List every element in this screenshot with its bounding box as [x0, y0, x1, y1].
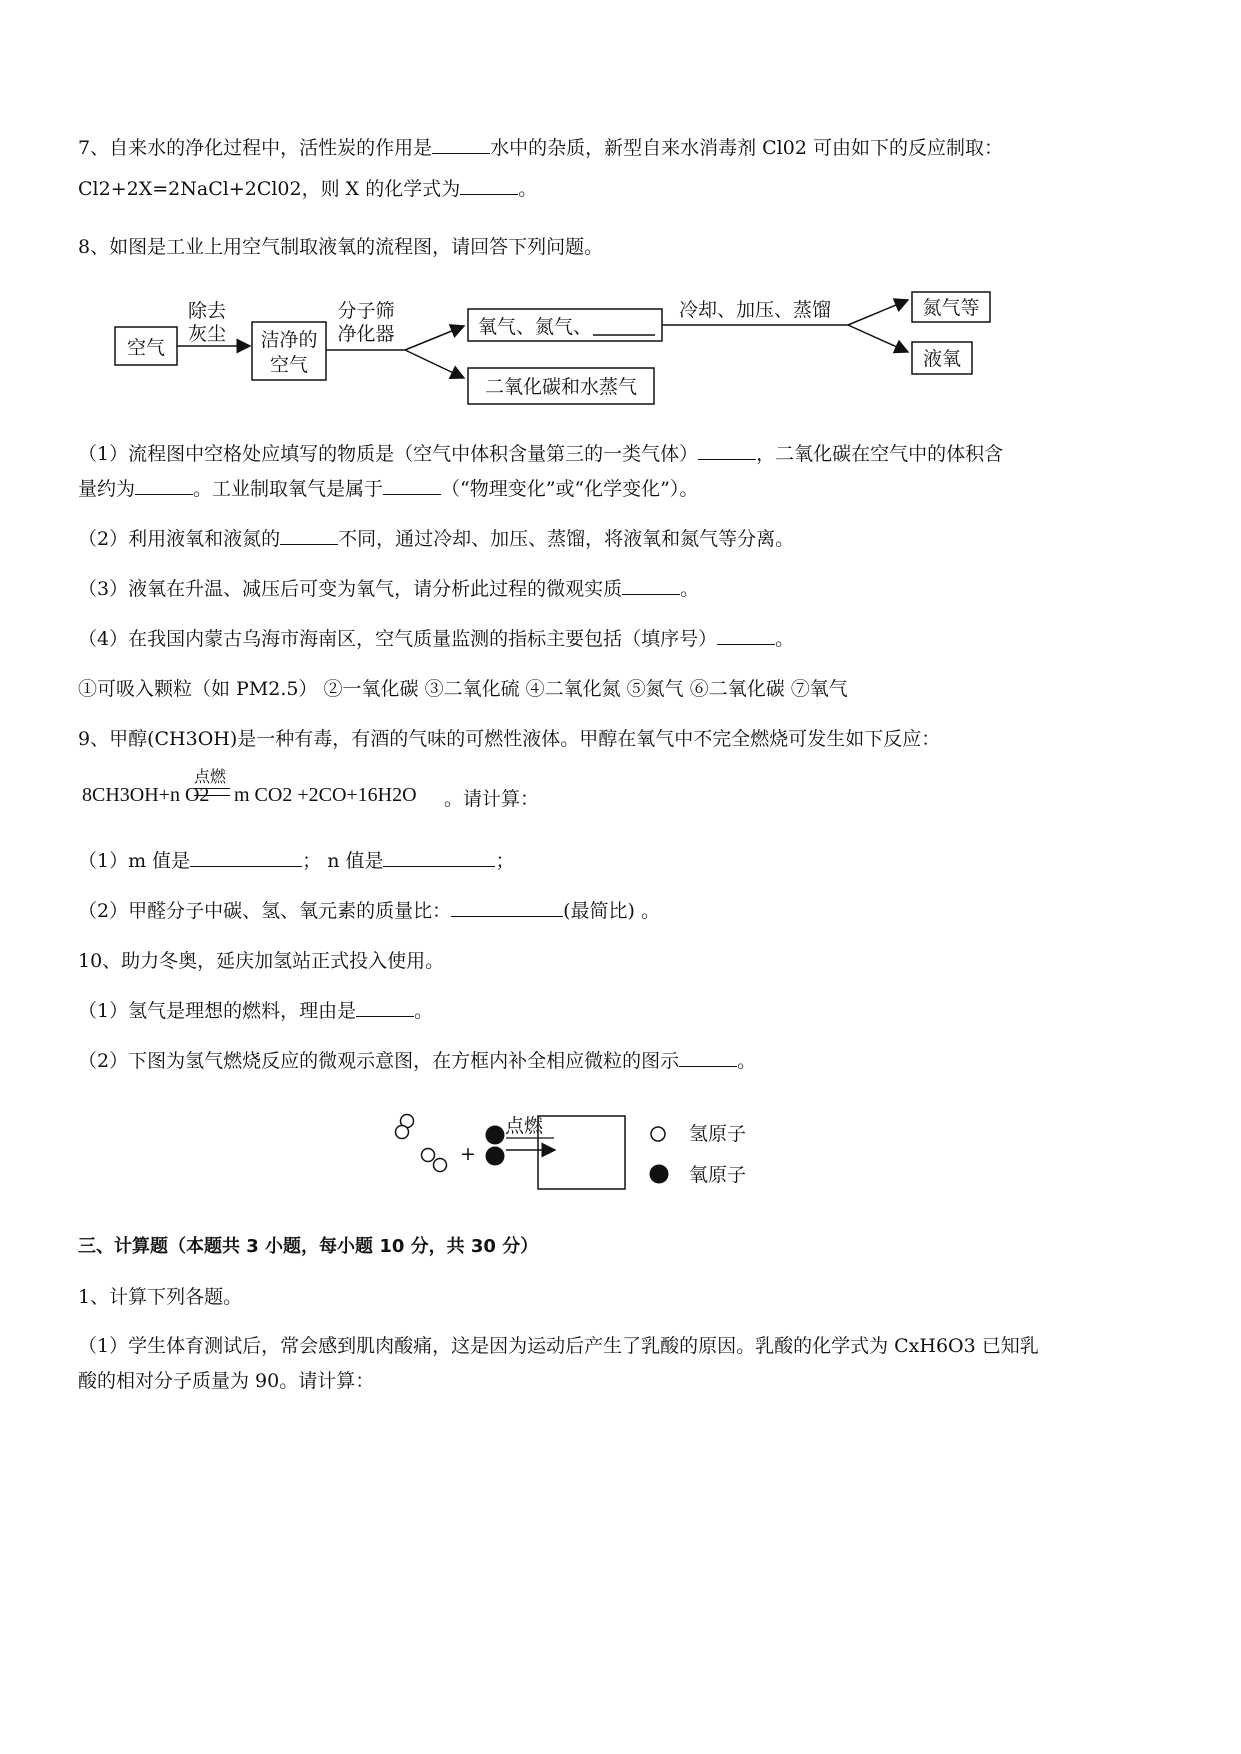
hydrogen-atom — [434, 1159, 447, 1172]
q9-intro: 9、甲醇(CH3OH)是一种有毒，有酒的气味的可燃性液体。甲醇在氧气中不完全燃烧可发生如下反应： — [78, 728, 941, 750]
q8-p1-blank-1[interactable] — [698, 441, 756, 460]
q8-p3-text-b: 。 — [680, 578, 700, 600]
section3-q1-p1-line1: （1）学生体育测试后，常会感到肌肉酸痛，这是因为运动后产生了乳酸的原因。乳酸的化学式为 CxH6O3 已知乳 — [78, 1335, 1039, 1357]
arrow-to-lox — [848, 325, 908, 352]
q7-text-d: 。 — [518, 178, 538, 200]
q9-eq-right: m CO2 +2CO+16H2O — [234, 784, 417, 806]
q8-p3 — [78, 576, 699, 602]
q10-p2-blank[interactable] — [679, 1048, 737, 1067]
q10-p1-blank[interactable] — [356, 998, 414, 1017]
q9-eq-left: 8CH3OH+n O2 — [82, 784, 210, 806]
q8-intro: 8、如图是工业上用空气制取液氧的流程图，请回答下列问题。 — [78, 236, 604, 258]
q8-p4 — [78, 626, 794, 652]
q7-line2 — [78, 176, 537, 202]
q8-p1-text-a: （1）流程图中空格处应填写的物质是（空气中体积含量第三的一类气体） — [78, 443, 699, 465]
q10-p1-text-b: 。 — [414, 1000, 434, 1022]
hydrogen-atom — [422, 1149, 435, 1162]
oxygen-atom — [486, 1147, 505, 1166]
q7-text-a: 7、自来水的净化过程中，活性炭的作用是 — [78, 137, 433, 159]
hydrogen-combustion-diagram — [380, 1108, 860, 1208]
plus-sign: + — [460, 1143, 476, 1165]
q8-p1-line1 — [78, 441, 1003, 467]
q7-blank-1[interactable] — [432, 135, 490, 154]
box-clean-label-2: 空气 — [269, 354, 309, 376]
process-label: 冷却、加压、蒸馏 — [678, 299, 832, 321]
q8-p2-blank[interactable] — [280, 526, 338, 545]
q7-text-b: 水中的杂质，新型自来水消毒剂 Cl02 可由如下的反应制取： — [490, 137, 1003, 159]
q8-p1-line2 — [78, 476, 698, 502]
q8-p2-text-a: （2）利用液氧和液氮的 — [78, 528, 281, 550]
arrow1-label-1: 除去 — [187, 300, 227, 322]
q9-eq-condition: 点燃 — [194, 767, 227, 786]
q8-p4-blank[interactable] — [717, 626, 775, 645]
q8-options: ①可吸入颗粒（如 PM2.5） ②一氧化碳 ③二氧化硫 ④二氧化氮 ⑤氮气 ⑥二氧化碳 ⑦氧气 — [78, 678, 848, 700]
q8-p1-text-c: 量约为 — [78, 478, 136, 500]
q8-p1-text-b: ，二氧化碳在空气中的体积含 — [756, 443, 1004, 465]
q10-p2-text-a: （2）下图为氢气燃烧反应的微观示意图，在方框内补全相应微粒的图示 — [78, 1050, 680, 1072]
q7-line1 — [78, 135, 1003, 161]
q9-p1 — [78, 848, 515, 874]
q9-eq-suffix: 。请计算： — [444, 788, 540, 810]
section3-heading: 三、计算题（本题共 3 小题，每小题 10 分，共 30 分） — [78, 1236, 539, 1257]
box-lox-label: 液氧 — [922, 348, 962, 370]
q10-p1 — [78, 998, 433, 1024]
q9-p1-text-a: （1）m 值是 — [78, 850, 191, 872]
arrow2-label-1: 分子筛 — [337, 300, 395, 322]
box-nitrogen-label: 氮气等 — [922, 297, 980, 319]
box-air-label: 空气 — [126, 337, 166, 359]
section3-q1-intro: 1、计算下列各题。 — [78, 1286, 243, 1308]
section3-q1-p1-line2: 酸的相对分子质量为 90。请计算： — [78, 1370, 375, 1392]
box-co2-label: 二氧化碳和水蒸气 — [484, 376, 638, 398]
q8-p3-text-a: （3）液氧在升温、减压后可变为氧气，请分析此过程的微观实质 — [78, 578, 623, 600]
box-clean-label-1: 洁净的 — [260, 329, 318, 351]
q10-p2 — [78, 1048, 756, 1074]
q8-p1-text-d: 。工业制取氧气是属于 — [193, 478, 384, 500]
legend-hydrogen-icon — [651, 1127, 665, 1141]
q7-text-c: Cl2+2X=2NaCl+2Cl02，则 X 的化学式为 — [78, 178, 461, 200]
q10-p1-text-a: （1）氢气是理想的燃料，理由是 — [78, 1000, 357, 1022]
q9-p2 — [78, 898, 660, 924]
q8-p1-blank-3[interactable] — [383, 476, 441, 495]
answer-box[interactable] — [538, 1116, 625, 1189]
legend-hydrogen-label: 氢原子 — [689, 1123, 747, 1145]
q8-p2-text-b: 不同，通过冷却、加压、蒸馏，将液氧和氮气等分离。 — [338, 528, 795, 550]
q7-blank-2[interactable] — [460, 176, 518, 195]
oxygen-atom — [486, 1126, 505, 1145]
q9-n-blank[interactable] — [383, 848, 495, 867]
arrow-to-n2 — [848, 300, 908, 325]
arrow-to-co2 — [405, 350, 464, 378]
hydrogen-atom — [396, 1126, 409, 1139]
q8-p3-blank[interactable] — [622, 576, 680, 595]
q9-p1-text-c: ； — [495, 850, 515, 872]
q8-p2 — [78, 526, 794, 552]
q9-p2-text-b: (最简比) 。 — [563, 900, 660, 922]
reaction-condition: 点燃 — [505, 1115, 544, 1137]
legend-oxygen-icon — [650, 1165, 669, 1184]
q9-equation — [82, 764, 642, 816]
q8-p4-text-b: 。 — [775, 628, 795, 650]
q10-p2-text-b: 。 — [737, 1050, 757, 1072]
box-gases-label: 氧气、氮气、 — [478, 316, 593, 338]
q9-eq-sign — [194, 788, 230, 796]
q9-ratio-blank[interactable] — [451, 898, 563, 917]
q8-p1-text-e: （“物理变化”或“化学变化”）。 — [441, 478, 699, 500]
arrow-to-gases — [405, 326, 464, 350]
air-separation-flowchart — [100, 282, 1020, 422]
q9-p1-text-b: ； n 值是 — [302, 850, 384, 872]
arrow2-label-2: 净化器 — [337, 323, 395, 345]
q8-p4-text-a: （4）在我国内蒙古乌海市海南区，空气质量监测的指标主要包括（填序号） — [78, 628, 718, 650]
q8-p1-blank-2[interactable] — [135, 476, 193, 495]
q9-p2-text-a: （2）甲醛分子中碳、氢、氧元素的质量比： — [78, 900, 452, 922]
legend-oxygen-label: 氧原子 — [689, 1164, 747, 1186]
q10-intro: 10、助力冬奥，延庆加氢站正式投入使用。 — [78, 950, 445, 972]
arrow1-label-2: 灰尘 — [187, 323, 227, 345]
q9-m-blank[interactable] — [190, 848, 302, 867]
